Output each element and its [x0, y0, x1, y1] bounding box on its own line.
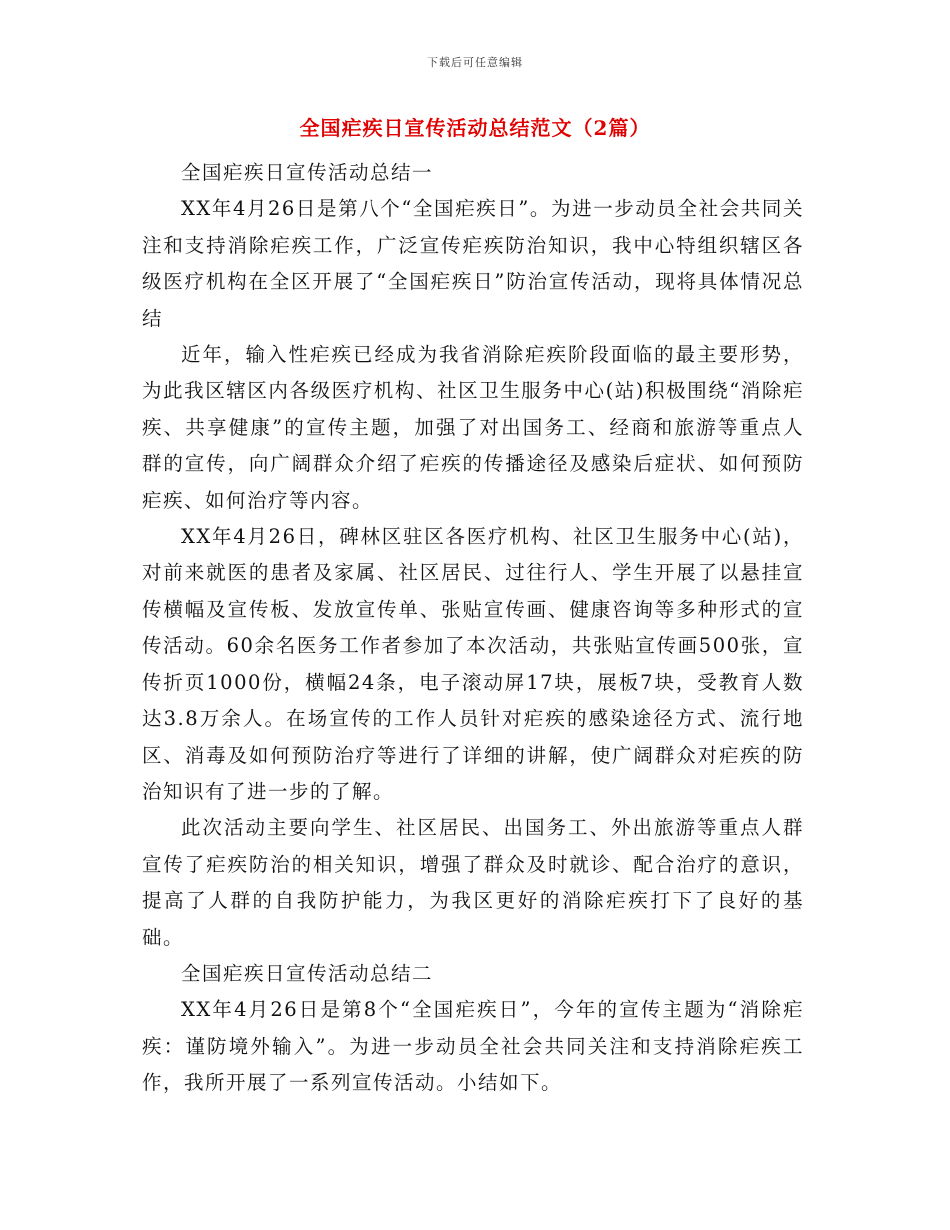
page-header-note: 下载后可任意编辑 [427, 56, 523, 69]
paragraph-intro: XX年4月26日是第八个“全国疟疾日”。为进一步动员全社会共同关注和支持消除疟疾工作，广泛宣传疟疾防治知识，我中心特组织辖区各级医疗机构在全区开展了“全国疟疾日”防治宣传活动，现将具体情况总结 [142, 197, 804, 330]
paragraph-summary-two: XX年4月26日是第8个“全国疟疾日”，今年的宣传主题为“消除疟疾：谨防境外输入”。为进一步动员全社会共同关注和支持消除疟疾工作，我所开展了一系列宣传活动。小结如下。 [142, 998, 804, 1095]
section-heading-1: 全国疟疾日宣传活动总结一 [181, 161, 434, 184]
document-body [142, 155, 804, 1102]
paragraph-background: 近年，输入性疟疾已经成为我省消除疟疾阶段面临的最主要形势，为此我区辖区内各级医疗机构、社区卫生服务中心(站)积极围绕“消除疟疾、共享健康”的宣传主题，加强了对出国务工、经商和旅游等重点人群的宣传，向广阔群众介绍了疟疾的传播途径及感染后症状、如何预防疟疾、如何治疗等内容。 [142, 343, 804, 512]
paragraph-activities: XX年4月26日，碑林区驻区各医疗机构、社区卫生服务中心(站)，对前来就医的患者及家属、社区居民、过往行人、学生开展了以悬挂宣传横幅及宣传板、发放宣传单、张贴宣传画、健康咨询等多种形式的宣传活动。60余名医务工作者参加了本次活动，共张贴宣传画500张，宣传折页1000份，横幅24条，电子滚动屏17块，展板7块，受教育人数达3.8万余人。在场宣传的工作人员针对疟疾的感染途径方式、流行地区、消毒及如何预防治疗等进行了详细的讲解，使广阔群众对疟疾的防治知识有了进一步的了解。 [142, 525, 804, 803]
paragraph-results: 此次活动主要向学生、社区居民、出国务工、外出旅游等重点人群宣传了疟疾防治的相关知识，增强了群众及时就诊、配合治疗的意识，提高了人群的自我防护能力，为我区更好的消除疟疾打下了良好的基础。 [142, 816, 804, 949]
section-heading-2: 全国疟疾日宣传活动总结二 [181, 961, 434, 985]
document-title: 全国疟疾日宣传活动总结范文（2篇） [299, 116, 651, 140]
